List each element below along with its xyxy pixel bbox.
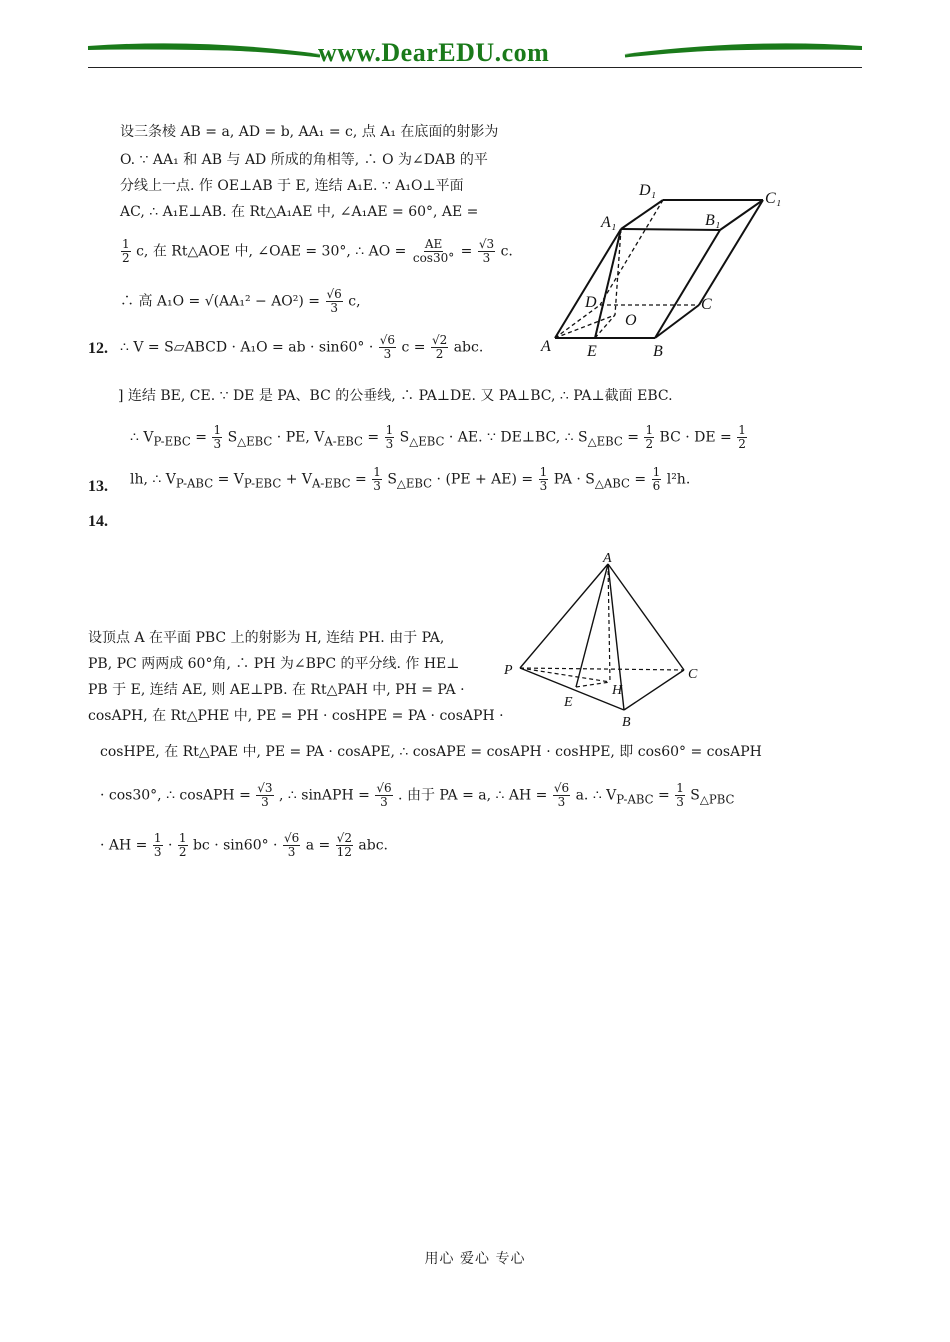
label-C: C [688, 667, 698, 682]
label-A: A [603, 552, 612, 566]
q13-line-3: lh, ∴ $V_{P-ABC} = V_{P-EBC} + V_{A-EBC}$ = $\frac{1}{3}$ $S_{\triangle EBC} \cdot (PE + AE)$ = $\frac{1}{3}$ PA · $S_{\triangle ABC}$ = $\frac{1}{6}$ l²h. [130, 465, 691, 493]
parallelepiped-figure [535, 175, 795, 365]
fraction: $\frac{√3}{3}$ [257, 781, 273, 809]
label-B: B [653, 343, 663, 360]
q14-line-3: PB 于 E, 连结 AE, 则 AE⊥PB. 在 Rt△PAH 中, PH = PA · [88, 682, 465, 698]
q13-line-1: ] 连结 BE, CE. ∵ DE 是 PA、BC 的公垂线, ∴ PA⊥DE. 又 PA⊥BC, ∴ PA⊥截面 EBC. [118, 388, 673, 404]
q12-line-4: AC, ∴ A₁E⊥AB. 在 Rt△A₁AE 中, ∠A₁AE = 60°, AE = [120, 204, 479, 220]
q12-line-5: $\frac{1}{2}$ c, 在 Rt△AOE 中, ∠OAE = 30°, ∴ AO = $\frac{AE}{\cos 30^\circ}$ = $\frac{√3}{3}$ c. [122, 237, 513, 265]
q13-line-2: ∴ $V_{P-EBC}$ = $\frac{1}{3}$ $S_{\triangle EBC}$ · PE, $V_{A-EBC}$ = $\frac{1}{3}$ $S_{\triangle EBC}$ · AE. ∵ DE⊥BC, ∴ $S_{\triangle EBC}$ = $\frac{1}{2}$ BC · DE = $\frac{1}{2}$ [130, 423, 746, 451]
label-A: A [541, 338, 551, 355]
fraction: $\frac{1}{6}$ [652, 465, 661, 493]
label-B: B [622, 715, 631, 730]
q14-line-7: · AH = $\frac{1}{3}$ · $\frac{1}{2}$ bc · sin60° · $\frac{√6}{3}$ a = $\frac{√2}{12}$ abc. [100, 831, 389, 859]
site-logo-text[interactable]: www.DearEDU.com [318, 38, 550, 67]
fraction: $\frac{√6}{3}$ [376, 781, 392, 809]
fraction: $\frac{1}{2}$ [122, 237, 130, 265]
question-number-12: 12. [88, 340, 108, 357]
fraction: $\frac{√6}{3}$ [283, 831, 300, 859]
label-C1: C₁ [765, 190, 782, 207]
q12-line-1: 设三条棱 AB = a, AD = b, AA₁ = c, 点 A₁ 在底面的射影为 [120, 124, 499, 140]
q12-line-3: 分线上一点. 作 OE⊥AB 于 E, 连结 A₁E. ∵ A₁O⊥平面 [120, 178, 464, 194]
fraction: $\frac{√2}{12}$ [336, 831, 352, 859]
label-H: H [612, 683, 623, 698]
label-D: D [585, 294, 597, 311]
label-B1: B₁ [705, 212, 721, 229]
question-number-13: 13. [88, 478, 108, 495]
fraction: $\frac{1}{2}$ [645, 423, 654, 451]
q14-line-1: 设顶点 A 在平面 PBC 上的射影为 H, 连结 PH. 由于 PA, [88, 630, 445, 646]
fraction: $\frac{1}{2}$ [178, 831, 187, 859]
q12-line-2: O. ∵ AA₁ 和 AB 与 AD 所成的角相等, ∴ O 为∠DAB 的平 [120, 152, 488, 168]
label-A1: A₁ [601, 214, 617, 231]
fraction: $\frac{1}{2}$ [738, 423, 746, 451]
q14-line-2: PB, PC 两两成 60°角, ∴ PH 为∠BPC 的平分线. 作 HE⊥ [88, 656, 460, 672]
page-footer: 用心 爱心 专心 [424, 1251, 526, 1267]
header-divider [88, 67, 862, 68]
fraction: $\frac{√6}{3}$ [326, 287, 342, 315]
fraction: $\frac{√6}{3}$ [379, 333, 396, 361]
q14-line-5: cosHPE, 在 Rt△PAE 中, PE = PA · cosAPE, ∴ cosAPE = cosAPH · cosHPE, 即 cos60° = cosAPH [100, 744, 762, 760]
tetrahedron-figure [500, 552, 720, 732]
fraction: $\frac{1}{3}$ [213, 423, 222, 451]
question-number-14: 14. [88, 513, 108, 530]
q12-line-6: ∴ 高 A₁O = √(AA₁² − AO²) = $\frac{√6}{3}$ c, [120, 287, 361, 315]
fraction: $\frac{√6}{3}$ [553, 781, 570, 809]
q12-line-7: ∴ V = S▱ABCD · A₁O = ab · sin60° · $\frac{√6}{3}$ c = $\frac{√2}{2}$ abc. [120, 333, 484, 361]
label-E: E [587, 343, 597, 360]
label-P: P [504, 663, 513, 678]
label-C: C [701, 296, 712, 313]
fraction: $\frac{1}{3}$ [373, 465, 381, 493]
fraction: $\frac{√3}{3}$ [478, 237, 495, 265]
label-D1: D₁ [639, 182, 657, 199]
fraction: $\frac{1}{3}$ [385, 423, 394, 451]
label-E: E [564, 695, 573, 710]
fraction: $\frac{1}{3}$ [539, 465, 548, 493]
fraction: $\frac{√2}{2}$ [431, 333, 448, 361]
fraction: $\frac{AE}{\cos 30^\circ}$ [412, 237, 455, 265]
label-O: O [625, 312, 637, 329]
fraction: $\frac{1}{3}$ [153, 831, 162, 859]
q14-line-4: cosAPH, 在 Rt△PHE 中, PE = PH · cosHPE = PA · cosAPH · [88, 708, 504, 724]
fraction: $\frac{1}{3}$ [676, 781, 684, 809]
q14-line-6: · cos30°, ∴ cosAPH = $\frac{√3}{3}$ , ∴ sinAPH = $\frac{√6}{3}$ . 由于 PA = a, ∴ AH = $\frac{√6}{3}$ a. ∴ $V_{P-ABC}$ = $\frac{1}{3}$ $S_{\triangle PBC}$ [100, 781, 735, 809]
